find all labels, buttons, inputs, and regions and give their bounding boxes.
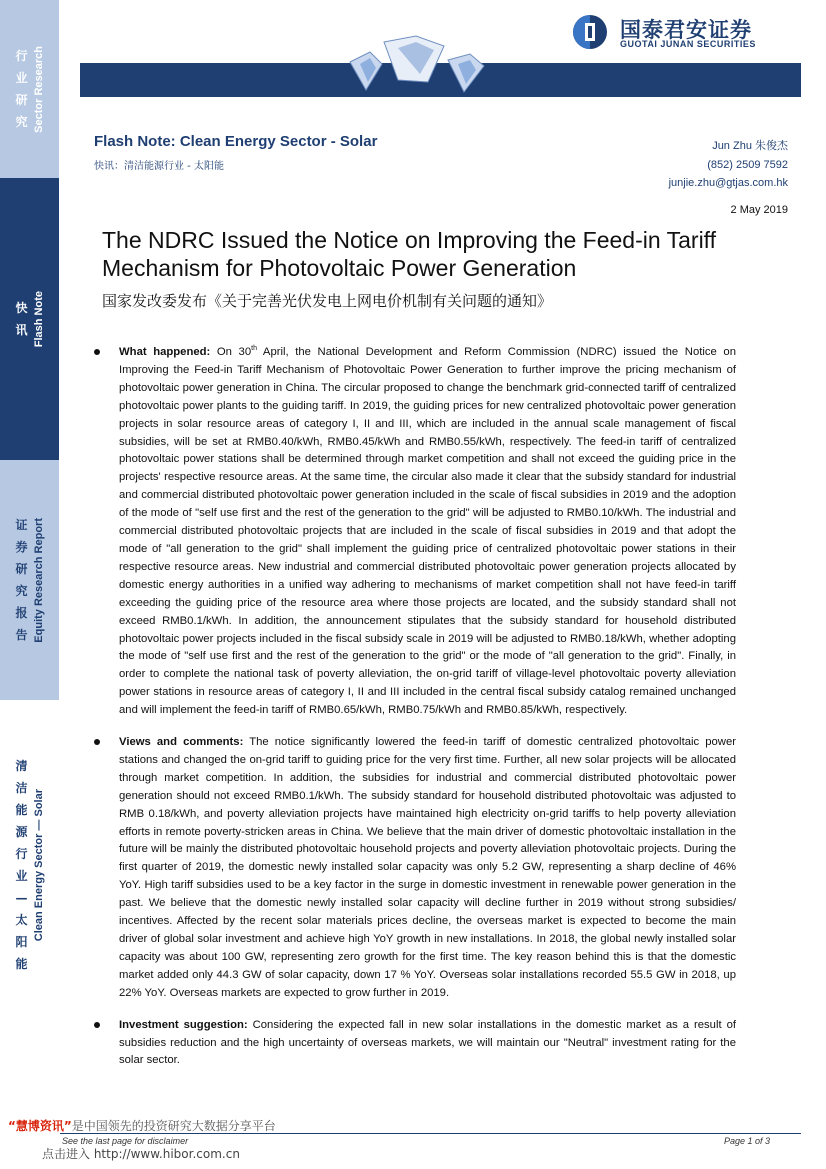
watermark-brand: “慧博资讯” [8, 1119, 72, 1133]
bullet-investment-suggestion [94, 1017, 736, 1071]
watermark-url-link[interactable]: 点击进入 http://www.hibor.com.cn [42, 1147, 240, 1161]
analyst-phone: (852) 2509 7592 [707, 158, 788, 171]
bullet-text [119, 1017, 736, 1071]
sidebar-cn-char: 研 [15, 93, 28, 107]
sidebar-cn-char: — [15, 891, 28, 905]
sidebar-en-label: Equity Research Report [32, 517, 45, 643]
bullet-text [119, 734, 736, 1003]
bullet-body: Considering the expected fall in new solar installations in the domestic market as a result of subsidies reduction and the high uncertainty of overseas markets, we will maintain our "Neutral" investment rating for the solar sector. [119, 1018, 737, 1067]
sidebar-clean-energy [0, 700, 59, 1030]
bullet-list [94, 344, 736, 1084]
bullet-views-comments [94, 734, 736, 1003]
bullet-what-happened [94, 344, 736, 720]
bullet-dot-icon [94, 739, 100, 745]
bullet-dot-icon [94, 1022, 100, 1028]
footer-divider [60, 1133, 801, 1134]
report-date: 2 May 2019 [730, 203, 788, 216]
disclaimer-note: See the last page for disclaimer [62, 1136, 189, 1146]
bullet-body-pre: On 30 [210, 346, 252, 358]
report-title: The NDRC Issued the Notice on Improving the Feed-in Tariff Mechanism for Photovoltaic Power Generation [102, 227, 717, 281]
analyst-name: Jun Zhu 朱俊杰 [712, 140, 788, 152]
bullet-text [119, 344, 736, 720]
sidebar-cn-char: 快 [15, 301, 28, 315]
sidebar-cn-char: 阳 [15, 935, 28, 949]
sidebar-cn-char: 究 [15, 584, 28, 598]
sidebar-cn-char: 洁 [15, 781, 28, 795]
sidebar-en-label: Clean Energy Sector — Solar [32, 788, 45, 942]
sidebar-cn-char: 研 [15, 562, 28, 576]
sidebar-cn-char: 源 [15, 825, 28, 839]
sidebar-cn-char: 究 [15, 115, 28, 129]
sidebar-cn-char: 太 [15, 913, 28, 927]
sidebar-cn-label [15, 514, 29, 646]
bullet-body: The notice significantly lowered the feed-in tariff of domestic centralized photovoltaic power stations and changed the on-grid tariff to guiding price for the very first time. Further, all new solar projects will be allocated through market competition. In addition, the subsidies for industrial and commercial distributed photovoltaic power generation should not exceed RMB0.1/kWh. The subsidy standard for household distributed photovoltaic was adjusted to RMB 0.18/kWh, and poverty alleviation projects have maintained high electricity on-grid tariffs to help poverty alleviation efforts in remote poverty-stricken areas in China. We believe that the main driver of domestic photovoltaic installation in the future will be mainly the distributed photovoltaic household projects and poverty alleviation photovoltaic projects. During the first quarter of 2019, the domestic newly installed solar capacity was only 5.2 GW, representing a sharp decline of 46% YoY. High tariff subsidies used to be a key factor in the surge in domestic investment in renewable power generation in the past. We believe that the domestic newly installed solar capacity will decline further in 2019 without strong subsidies/ incentives. Affected by the recent solar materials prices decline, the overseas market is expected to become the main driver of global solar investment and achieve high YoY growth in new installations. In 2018, the global newly installed solar capacity was about 100 GW, representing zero growth for the first time. The key reason behind this is that the domestic market added only 44.3 GW of solar capacity, down 17 % YoY. Overseas solar installations recorded 55.5 GW in 2018, up 22% YoY. Overseas markets are expected to grow further in 2019. [119, 736, 737, 999]
sidebar-cn-label [15, 45, 29, 133]
sidebar-cn-char: 行 [15, 49, 28, 63]
sidebar-cn-char: 告 [15, 628, 28, 642]
flash-note-subtitle: 快讯：清洁能源行业 - 太阳能 [94, 161, 224, 172]
logo-cn-text: 国泰君安证券 [620, 18, 752, 42]
analyst-email[interactable]: junjie.zhu@gtjas.com.hk [668, 177, 788, 189]
sidebar-cn-char: 行 [15, 847, 28, 861]
diamond-gems-icon [340, 34, 490, 98]
sidebar-cn-char: 讯 [15, 323, 28, 337]
sidebar-cn-char: 券 [15, 540, 28, 554]
logo-en-text: GUOTAI JUNAN SECURITIES [620, 39, 756, 49]
bullet-body: April, the National Development and Reform Commission (NDRC) issued the Notice on Improving the Feed-in Tariff Mechanism of Photovoltaic Power Generation to further improve the pricing mechanism of photovoltaic power generation in China. The circular proposed to change the benchmark grid-connected tariff of centralized photovoltaic power plants to the guiding tariff. In 2019, the guiding prices for new centralized photovoltaic power generation projects in solar resource areas of category I, II and III, which are included in the annual scale management of fiscal subsidies, will be set at RMB0.40/kWh, RMB0.45/kWh and RMB0.55/kWh, respectively. The feed-in tariff of centralized photovoltaic power stations shall be determined through market competition and shall not exceed the guiding price in the projects' respective resource areas. At the same time, the circular also made it clear that the subsidy standard for industrial and commercial distributed photovoltaic power generation included in the scale of fiscal subsidies in 2019 and the adoption of the mode of "self use first and the rest of the generation to the grid" will be adjusted to RMB0.10/kWh. The industrial and commercial distributed photovoltaic projects that are included in the scale of fiscal subsidies in 2019 and that adopt the mode of "all generation to the grid" shall implement the guiding price of centralized photovoltaic power stations in their respective resource areas. New industrial and commercial distributed photovoltaic power generation projects allocated by domestic energy authorities in a unified way adhering to mechanisms of market competition shall not have feed-in tariff exceeding the guiding price of the resource area where those projects are located, and the subsidy standard shall not exceed RMB0.1/kWh. In addition, the announcement stipulates that the subsidy standard for household distributed photovoltaic power projects included in the fiscal subsidy scale in 2019 will be adjusted to RMB0.18/kWh, whether adopting the mode of "self use first and the rest of the generation to the grid" or the mode of "all generation to the grid". Finally, in order to complete the national task of poverty alleviation, the on-grid tariff of village-level photovoltaic poverty alleviation power stations in resource areas of category I, II and III included in the central fiscal subsidy catalog remained unchanged and will implement the feed-in tariff of RMB0.65/kWh, RMB0.75/kWh and RMB0.85/kWh, respectively. [119, 346, 736, 717]
page-number: Page 1 of 3 [723, 1136, 770, 1146]
flash-note-title: Flash Note: Clean Energy Sector - Solar [94, 133, 378, 150]
sidebar-sector-research [0, 0, 59, 178]
report-title-cn: 国家发改委发布《关于完善光伏发电上网电价机制有关问题的通知》 [102, 292, 553, 310]
left-sidebar [0, 0, 59, 1169]
watermark-text: 是中国领先的投资研究大数据分享平台 [71, 1119, 276, 1133]
sidebar-cn-char: 业 [15, 869, 28, 883]
sidebar-en-label: Flash Note [32, 290, 45, 348]
bullet-body-sup: th [251, 345, 257, 353]
bullet-heading: Views and comments: [119, 736, 244, 749]
sidebar-cn-char: 报 [15, 606, 28, 620]
bullet-heading: What happened: [119, 346, 211, 358]
sidebar-flash-note [0, 178, 59, 460]
sidebar-cn-label [15, 755, 29, 975]
sidebar-cn-char: 清 [15, 759, 28, 773]
sidebar-cn-char: 证 [15, 518, 28, 532]
analyst-contact [669, 137, 788, 219]
sidebar-en-label: Sector Research [32, 45, 45, 133]
sidebar-cn-char: 业 [15, 71, 28, 85]
sidebar-cn-char: 能 [15, 957, 28, 971]
bullet-heading: Investment suggestion: [119, 1018, 248, 1031]
sidebar-cn-label [15, 297, 29, 341]
logo-mark-icon [570, 14, 610, 50]
watermark-banner [8, 1117, 276, 1134]
sidebar-cn-char: 能 [15, 803, 28, 817]
bullet-dot-icon [94, 349, 100, 355]
company-logo [570, 12, 800, 52]
sidebar-equity-research [0, 460, 59, 700]
